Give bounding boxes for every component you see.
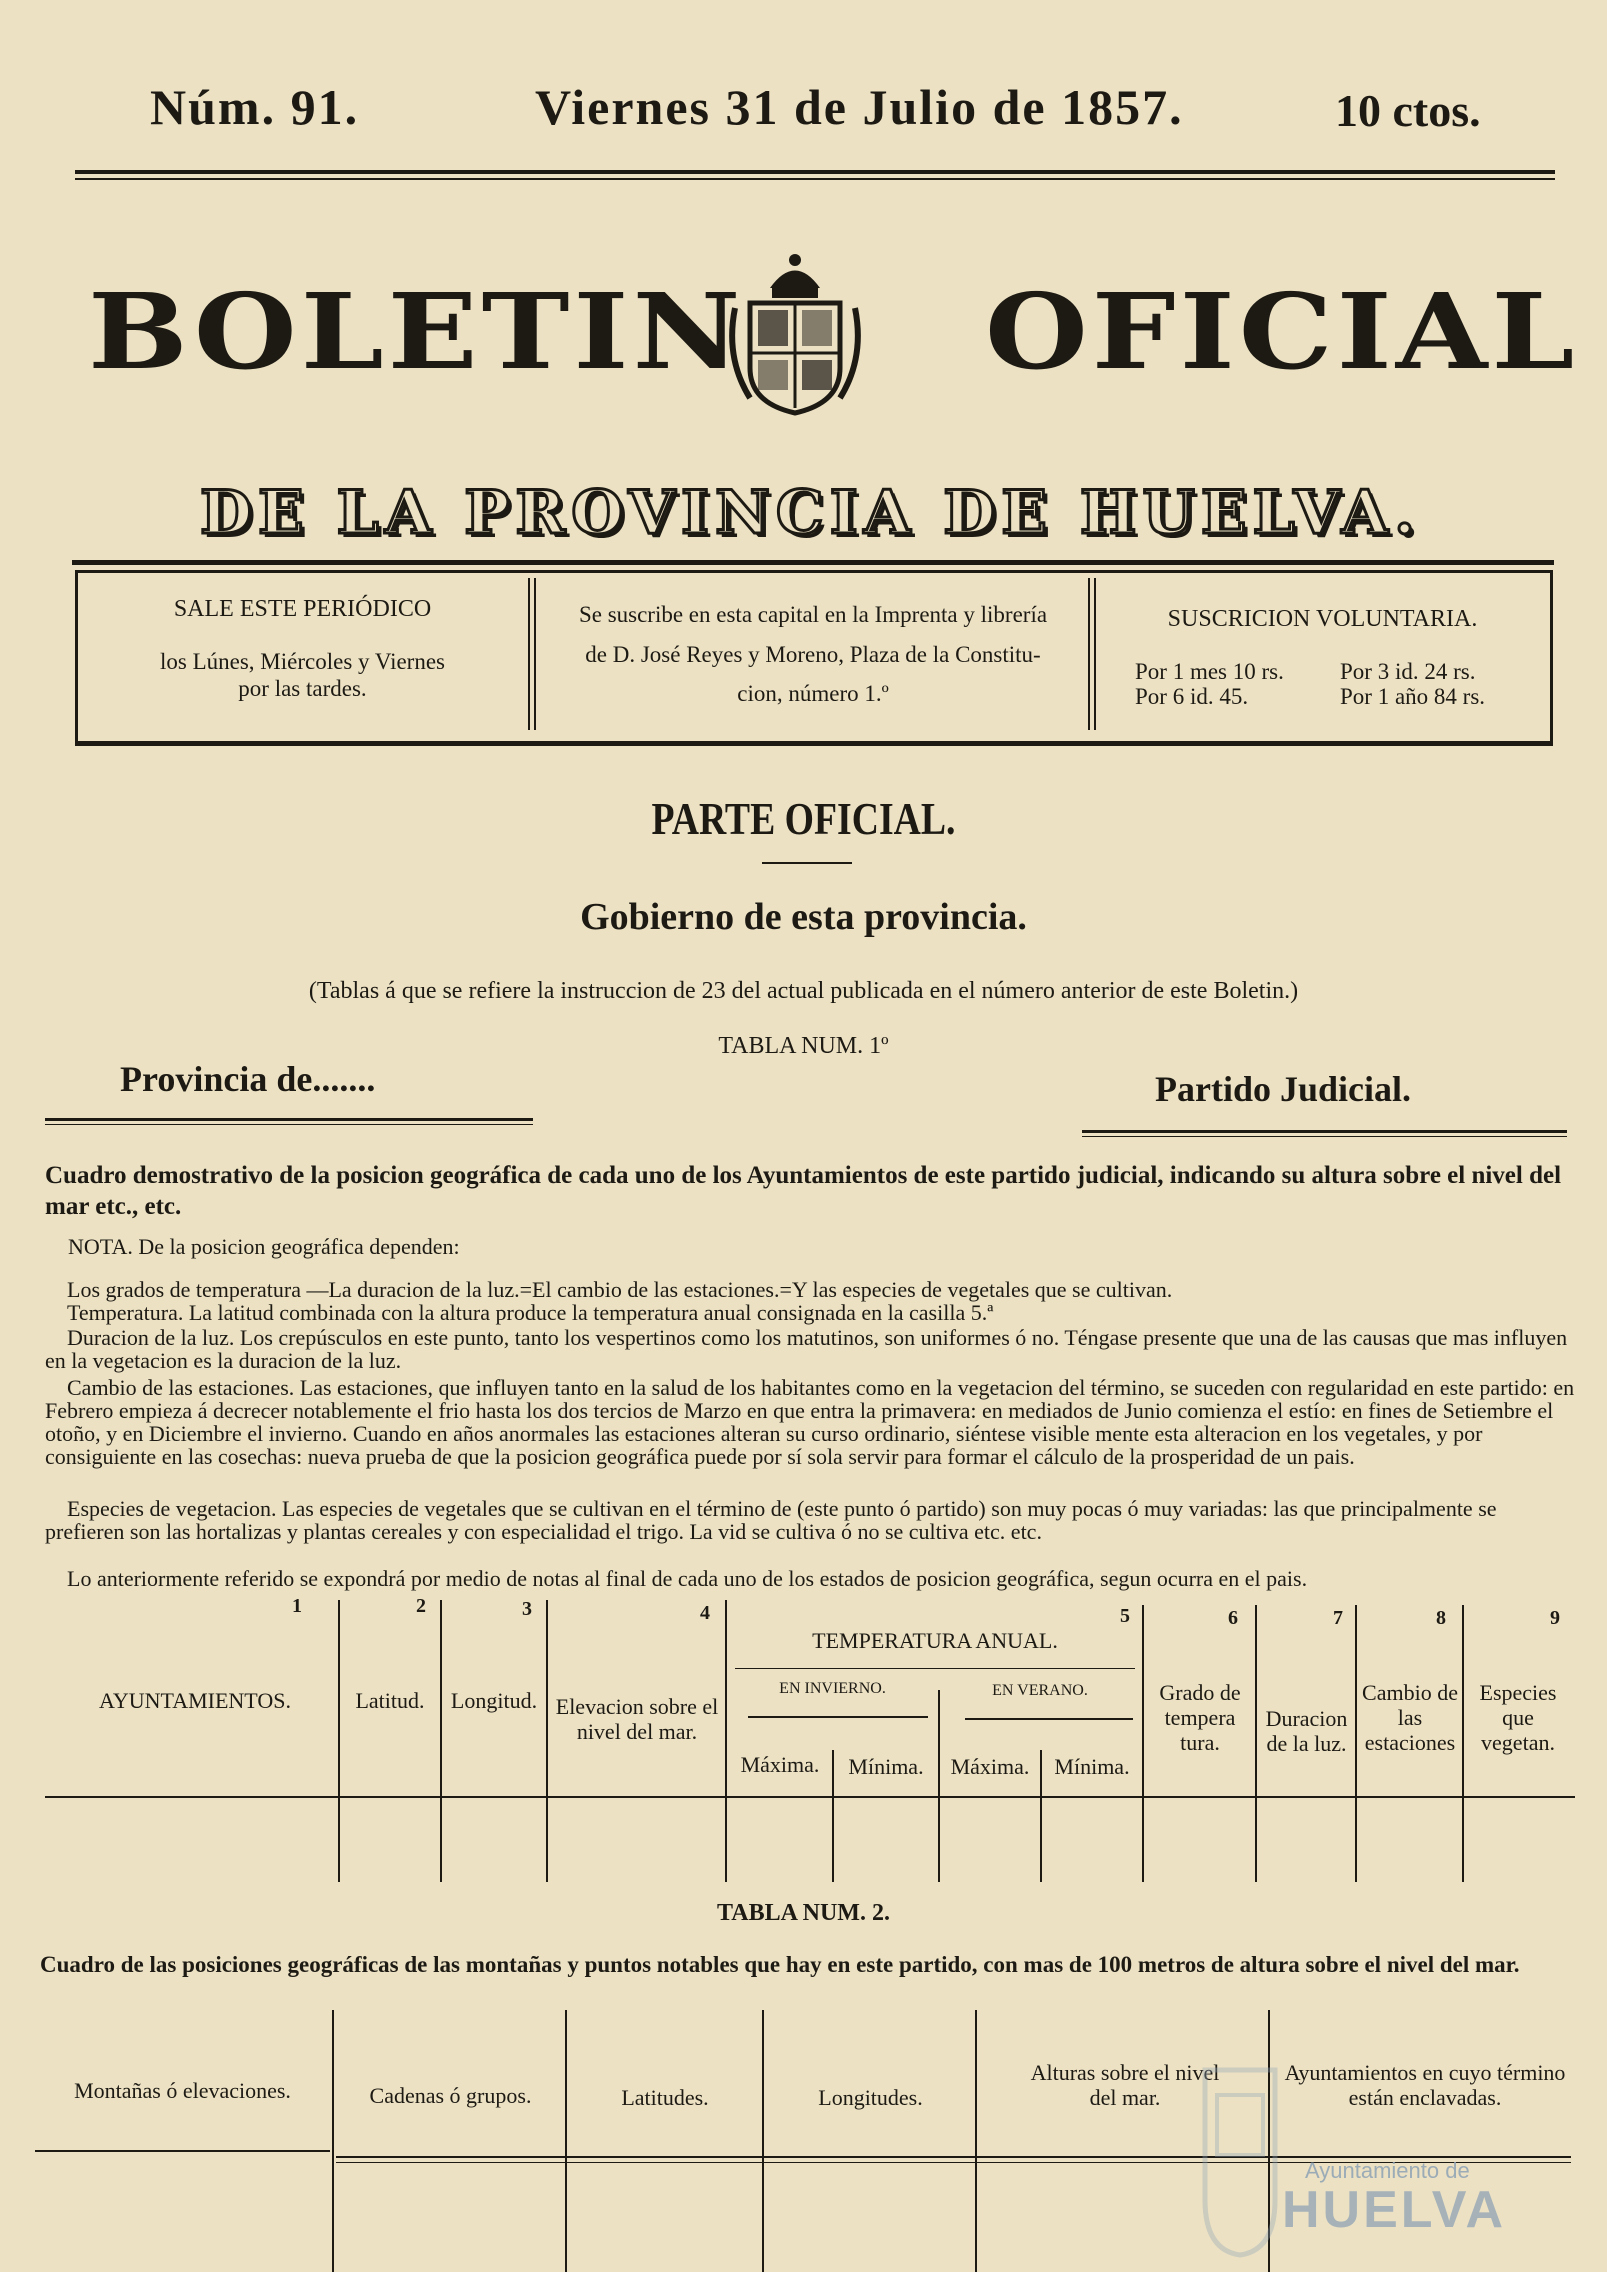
- issue-price: 10 ctos.: [1335, 85, 1481, 136]
- t1-vline-4b: [938, 1690, 940, 1882]
- provincia-rule: [45, 1118, 533, 1121]
- t1-data-rule: [45, 1796, 1575, 1798]
- col-invierno: EN INVIERNO.: [779, 1680, 886, 1697]
- t1-vline-4c: [1040, 1750, 1042, 1882]
- price-3: Por 6 id. 45.: [1135, 684, 1249, 709]
- col-duracion: Duracion de la luz.: [1265, 1706, 1348, 1756]
- col-number-1: 1: [292, 1595, 302, 1617]
- t2-col-latitudes: Latitudes.: [621, 2085, 709, 2110]
- coat-of-arms-icon: [720, 248, 870, 423]
- box-col1-line1: los Lúnes, Miércoles y Viernes: [160, 649, 445, 674]
- col-minima-verano: Mínima.: [1054, 1754, 1130, 1779]
- col-verano: EN VERANO.: [992, 1682, 1088, 1699]
- col-ayuntamientos: AYUNTAMIENTOS.: [99, 1688, 291, 1713]
- col-number-4: 4: [700, 1602, 710, 1624]
- t2-rule-1: [35, 2150, 330, 2152]
- col-grado: Grado de tempera tura.: [1159, 1680, 1241, 1755]
- col-number-8: 8: [1436, 1607, 1446, 1629]
- box-divider-2b: [1094, 578, 1096, 730]
- header-rule: [75, 170, 1555, 174]
- tabla1-caption: Cuadro demostrativo de la posicion geográfica de cada uno de los Ayuntamientos de este partido judicial, indicando su altura sobre el nivel del mar etc., etc.: [45, 1162, 1562, 1220]
- partido-rule-thin: [1082, 1136, 1567, 1137]
- t2-col-ayuntamientos: Ayuntamientos en cuyo término están enclavadas.: [1284, 2060, 1566, 2110]
- section-subtitle: Gobierno de esta provincia.: [580, 896, 1027, 938]
- price-1: Por 1 mes 10 rs.: [1135, 659, 1284, 684]
- col-number-5: 5: [1120, 1605, 1130, 1627]
- t1-vline-5: [1142, 1605, 1144, 1882]
- nota-paragraph-4: Cambio de las estaciones. Las estaciones, que influyen tanto en la salud de los habitantes como en la vegetacion del término, se suceden con regularidad en este partido: en Febrero empieza á decrecer notablemente el frio hasta los dos tercios de Marzo en que entra la primavera: en mediados de Junio comienza el estío: en fines de Setiembre el otoño, y en Diciembre el invierno. Cuando en años anormales las estaciones alteran su curso ordinario, siéntese visible mente esta alteracion en los vegetales, y por consiguiente en las cosechas: nueva prueba de que la posicion geográfica puede por sí sola servir para formar el cálculo de la prosperidad de un pais.: [45, 1375, 1575, 1469]
- box-col2-line1: Se suscribe en esta capital en la Imprenta y librería: [578, 602, 1048, 627]
- col-number-7: 7: [1333, 1607, 1343, 1629]
- t1-vline-4a: [832, 1750, 834, 1882]
- issue-date: Viernes 31 de Julio de 1857.: [535, 79, 1184, 135]
- invierno-brace: [748, 1716, 928, 1718]
- t2-vline-3: [762, 2010, 764, 2272]
- col-elevacion: Elevacion sobre el nivel del mar.: [555, 1694, 719, 1744]
- section-ornament: [762, 862, 852, 864]
- provincia-label: Provincia de.......: [120, 1059, 376, 1099]
- masthead-right: OFICIAL: [985, 270, 1579, 393]
- verano-brace: [965, 1718, 1133, 1720]
- box-col1-line2: por las tardes.: [238, 676, 367, 701]
- nota-paragraph-3: Duracion de la luz. Los crepúsculos en este punto, tanto los vespertinos como los matutinos, son uniformes ó no. Téngase presente que una de las causas que mas influyen en la vegetacion es la duracion de la luz.: [45, 1325, 1568, 1373]
- watermark-line2: HUELVA: [1282, 2181, 1507, 2239]
- temp-rule: [735, 1668, 1135, 1669]
- nota-paragraph-5: Especies de vegetacion. Las especies de vegetales que se cultivan en el término de (este punto ó partido) son muy pocas ó muy variadas: las que principalmente se prefieren son las hortalizas y plantas cereales y con especialidad el trigo. La vid se cultiva ó no se cultiva etc. etc.: [45, 1496, 1497, 1544]
- t1-vline-4: [725, 1600, 727, 1882]
- col-especies: Especies que vegetan.: [1479, 1680, 1557, 1755]
- col-number-2: 2: [416, 1595, 426, 1617]
- t1-vline-3: [546, 1600, 548, 1882]
- col-number-9: 9: [1550, 1607, 1560, 1629]
- col-cambio: Cambio de las estaciones: [1362, 1680, 1458, 1755]
- t2-vline-4: [975, 2010, 977, 2272]
- col-temperatura: TEMPERATURA ANUAL.: [812, 1628, 1058, 1653]
- col-number-3: 3: [522, 1598, 532, 1620]
- t2-vline-1: [332, 2010, 334, 2272]
- box-divider-1b: [534, 578, 536, 730]
- t2-col-longitudes: Longitudes.: [818, 2085, 923, 2110]
- col-maxima-verano: Máxima.: [950, 1754, 1030, 1779]
- t1-vline-2: [440, 1600, 442, 1882]
- t1-vline-1: [338, 1600, 340, 1882]
- t2-col-montanas: Montañas ó elevaciones.: [74, 2078, 291, 2103]
- col-maxima-invierno: Máxima.: [740, 1752, 820, 1777]
- section-intro: (Tablas á que se refiere la instruccion de 23 del actual publicada en el número anterior de este Boletin.): [308, 978, 1299, 1004]
- section-title: PARTE OFICIAL.: [651, 793, 956, 844]
- price-2: Por 3 id. 24 rs.: [1340, 659, 1476, 684]
- provincia-rule-thin: [45, 1124, 533, 1125]
- box-col2-line3: cion, número 1.º: [737, 681, 889, 706]
- col-minima-invierno: Mínima.: [848, 1754, 924, 1779]
- t2-vline-2: [565, 2010, 567, 2272]
- box-col2-line2: de D. José Reyes y Moreno, Plaza de la Constitu-: [585, 642, 1041, 667]
- box-divider-1: [528, 578, 530, 730]
- header-rule-thin: [75, 178, 1555, 180]
- box-col1-title: SALE ESTE PERIÓDICO: [173, 596, 432, 622]
- watermark-shield-icon: [1195, 2060, 1285, 2260]
- price-4: Por 1 año 84 rs.: [1340, 684, 1486, 709]
- box-divider-2: [1088, 578, 1090, 730]
- box-top-rule: [72, 560, 1554, 565]
- t1-vline-7: [1355, 1605, 1357, 1882]
- t1-vline-6: [1255, 1605, 1257, 1882]
- masthead-left: BOLETIN: [88, 270, 745, 393]
- tabla1-nota: NOTA. De la posicion geográfica dependen:: [68, 1234, 460, 1259]
- t2-col-cadenas: Cadenas ó grupos.: [369, 2083, 532, 2108]
- col-latitud: Latitud.: [355, 1688, 425, 1713]
- col-number-6: 6: [1228, 1607, 1238, 1629]
- tabla2-label: TABLA NUM. 2.: [717, 1900, 890, 1926]
- issue-number: Núm. 91.: [150, 79, 360, 135]
- t2-col-alturas: Alturas sobre el nivel del mar.: [1030, 2060, 1220, 2110]
- nota-paragraph-1: Los grados de temperatura —La duracion de la luz.=El cambio de las estaciones.=Y las especies de vegetales que se cultivan.: [67, 1277, 1173, 1302]
- box-col3-title: SUSCRICION VOLUNTARIA.: [1167, 606, 1478, 632]
- partido-label: Partido Judicial.: [1155, 1069, 1412, 1109]
- tabla2-caption: Cuadro de las posiciones geográficas de las montañas y puntos notables que hay en este partido, con mas de 100 metros de altura sobre el nivel del mar.: [40, 1952, 1520, 1977]
- nota-paragraph-2: Temperatura. La latitud combinada con la altura produce la temperatura anual consignada en la casilla 5.ª: [67, 1300, 994, 1325]
- t1-vline-8: [1462, 1605, 1464, 1882]
- tabla1-label: TABLA NUM. 1º: [718, 1033, 889, 1059]
- partido-rule: [1082, 1130, 1567, 1133]
- nota-paragraph-6: Lo anteriormente referido se expondrá por medio de notas al final de cada uno de los estados de posicion geográfica, segun ocurra en el pais.: [67, 1566, 1308, 1591]
- watermark-line1: Ayuntamiento de: [1305, 2158, 1470, 2183]
- col-longitud: Longitud.: [450, 1688, 538, 1713]
- masthead-subtitle: DE LA PROVINCIA DE HUELVA.: [200, 478, 1421, 548]
